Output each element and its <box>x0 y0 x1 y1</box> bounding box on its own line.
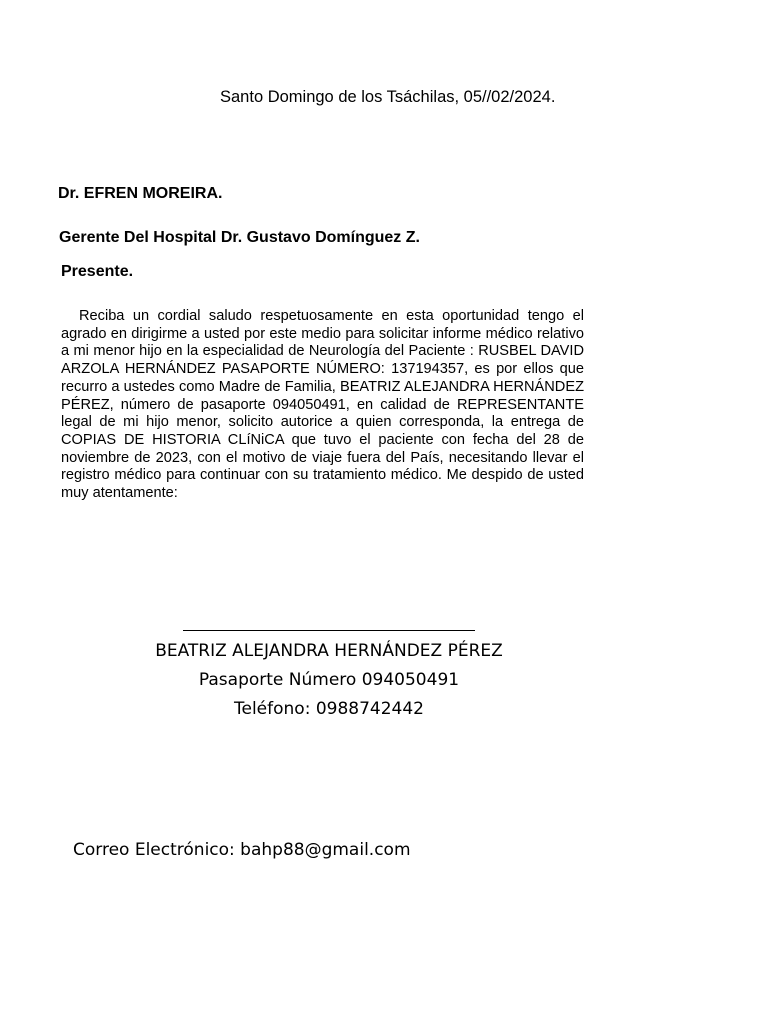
signer-name: BEATRIZ ALEJANDRA HERNÁNDEZ PÉREZ <box>155 641 503 661</box>
recipient-title: Gerente Del Hospital Dr. Gustavo Domínguez Z. <box>59 229 420 246</box>
signer-passport: Pasaporte Número 094050491 <box>198 670 460 690</box>
letter-body: Reciba un cordial saludo respetuosamente en esta oportunidad tengo el agrado en dirigirme a usted por este medio para solicitar informe médico relativo a mi menor hijo en la especialidad de Neurología del Paciente : RUSBEL DAVID ARZOLA HERNÁNDEZ PASAPORTE NÚMERO: 137194357, es por ellos que recurro a ustedes como Madre de Familia, BEATRIZ ALEJANDRA HERNÁNDEZ PÉREZ, número de pasaporte 094050491, en calidad de REPRESENTANTE legal de mi hijo menor, solicito autorice a quien corresponda, la entrega de COPIAS DE HISTORIA CLíNiCA que tuvo el paciente con fecha del 28 de noviembre de 2023, con el motivo de viaje fuera del País, necesitando llevar el registro médico para continuar con su tratamiento médico. Me despido de usted muy atentamente: <box>61 308 584 502</box>
signer-phone: Teléfono: 0988742442 <box>234 699 424 719</box>
signer-email: Correo Electrónico: bahp88@gmail.com <box>73 840 411 860</box>
signature-line <box>183 630 475 631</box>
letter-greeting: Presente. <box>61 263 134 280</box>
signature-block <box>100 637 558 724</box>
letter-date-line: Santo Domingo de los Tsáchilas, 05//02/2024. <box>220 88 556 106</box>
recipient-name: Dr. EFREN MOREIRA. <box>58 185 223 202</box>
